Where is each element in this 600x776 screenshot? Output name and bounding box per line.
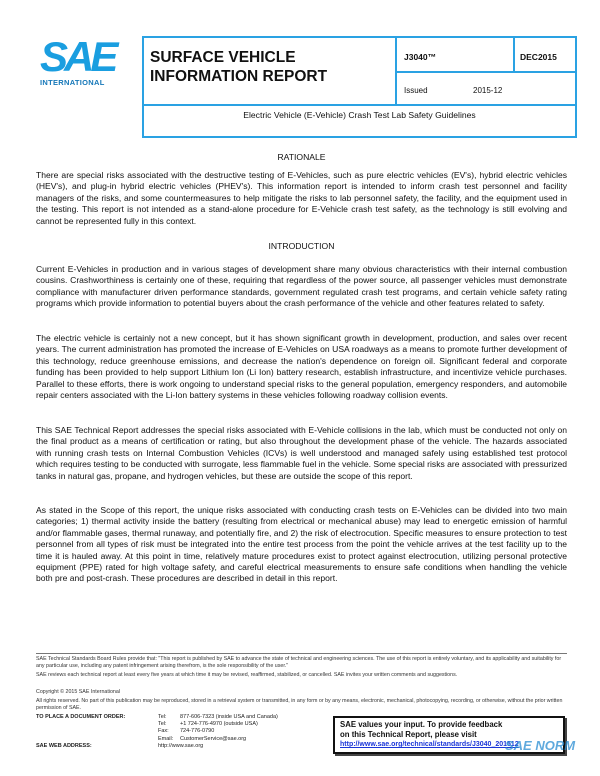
intro-paragraph: This SAE Technical Report addresses the special risks associated with E-Vehicle collisions in the lab, which must be conducted not only on the final product as a means of certification or rating, but also throughout the development phase of the vehicle. The hazards associated with running crash tests on Internal Combustion Vehicles (ICVs) is well understood and managed safely using established test protocol which requires testing to be conducted with surrogate, less flammable fuel in the vehicle. Some special risks are associated with pressurized tanks in natural gas, propane, and hydrogen vehicles, but these are outside the scope of this report. — [36, 425, 567, 481]
footer-divider — [36, 653, 567, 654]
document-subtitle: Electric Vehicle (E-Vehicle) Crash Test Lab Safety Guidelines — [243, 110, 476, 120]
title-line: SURFACE VEHICLE — [150, 49, 296, 66]
intro-paragraph: As stated in the Scope of this report, the unique risks associated with conducting crash tests on E-Vehicles can be divided into two main categories; 1) thermal activity inside the battery (resulting from electrical or mechanical abuse) may lead to energetic emission of harmful and/or flammable gases, thermal runaway, and potentially fire, and 2) the risk of electrocution. Specific measures to ensure protection to test personnel from all types of risk must be integrated into the entire test process from the point the vehicle arrives at the test facility up to the time it is hauled away. At this point in time, relatively mature procedures exist to protect against electrocution, utilizing personal protective equipment (PPE) rated for high voltage safety, and careful electrical measurements to ensure safe conditions when handling the vehicle both pre and post-crash. These procedures are described in detail in this report. — [36, 505, 567, 584]
contact-value: 877-606-7323 (inside USA and Canada) — [180, 714, 278, 720]
contact-row — [158, 714, 278, 721]
rationale-paragraph: There are special risks associated with the destructive testing of E-Vehicles, such as pure electric vehicles (EV's), hybrid electric vehicles (HEV's), and plug-in hybrid electric vehicles (PHEV's). This information report is intended to inform crash test personnel and facility managers of the risks, and some countermeasures to help mitigate the risks to lab personnel safety, the facility, and the equipment used in the testing. This report is not intended as a stand-alone procedure for E-Vehicle crash test safety, as the technology is still evolving and cannot be represented fully in this context. — [36, 170, 567, 226]
contact-row — [158, 721, 278, 728]
watermark: SAE NORM — [505, 738, 576, 753]
contact-list — [158, 714, 278, 750]
title-line: INFORMATION REPORT — [150, 68, 328, 85]
rationale-heading: RATIONALE — [277, 152, 326, 162]
logo-subtext: INTERNATIONAL — [40, 78, 105, 87]
logo-mark: SAE — [40, 33, 115, 80]
footer-copyright: Copyright © 2015 SAE International — [36, 689, 120, 695]
footer-review: SAE reviews each technical report at least every five years at which time it may be revised, reaffirmed, stabilized, or cancelled. SAE invites your written comments and suggestions. — [36, 672, 458, 678]
contact-key: Tel: — [158, 714, 167, 720]
feedback-link[interactable]: http://www.sae.org/technical/standards/J3040_201512 — [340, 741, 519, 748]
contact-key: Fax: — [158, 728, 169, 735]
web-address[interactable]: http://www.sae.org — [158, 742, 204, 749]
contact-row — [158, 736, 278, 743]
document-code: J3040™ — [404, 52, 437, 62]
introduction-heading: INTRODUCTION — [268, 241, 335, 251]
footer-rules: SAE Technical Standards Board Rules provide that: "This report is published by SAE to advance the state of technical and engineering sciences. The use of this report is entirely voluntary, and its applicability and suitability for any particular use, including any patent infringement arising therefrom, is the sole responsibility of the user." — [36, 656, 562, 669]
issued-value: 2015-12 — [473, 86, 503, 95]
date-code: DEC2015 — [520, 52, 557, 62]
issued-label: Issued — [404, 86, 428, 95]
intro-paragraph: The electric vehicle is certainly not a new concept, but it has shown significant growth in development, production, and sales over recent years. The current administration has promoted the increase of E-Vehicles on USA roadways as a means to promote further development of this technology, reduce greenhouse emissions, and decrease the nation's dependence on foreign oil. Significant federal and corporate funding has been provided to help support Lithium Ion (Li Ion) battery research, establish infrastructure, and incentivize vehicle purchases. Parallel to these efforts, there is work ongoing to understand special risks to the general population, emergency responders, and automobile repair centers associated with the Li-Ion battery systems in these vehicles following roadway collision events. — [36, 333, 567, 401]
footer-rights: All rights reserved. No part of this publication may be reproduced, stored in a retrieval system or transmitted, in any form or by any means, electronic, mechanical, photocopying, recording, or otherwise, without the prior written permission of SAE. — [36, 698, 563, 711]
order-label: TO PLACE A DOCUMENT ORDER: — [36, 714, 126, 720]
intro-paragraph: Current E-Vehicles in production and in various stages of development share many obvious characteristics with their internal combustion cousins. Crashworthiness is certainly one of these, requiring that regardless of the power source, all passenger vehicles must demonstrate compliance with manufacturer driven performance standards, government regulated crash test programs, and certain vehicle safety rating programs which provide information to potential buyers about the crash performance of the vehicle and other features related to safety. — [36, 264, 567, 309]
contact-row — [158, 728, 278, 735]
document-type-title — [150, 48, 327, 86]
feedback-text: on this Technical Report, please visit — [340, 729, 477, 739]
contact-key: Tel: — [158, 721, 167, 728]
contact-value: 724-776-0790 — [180, 728, 215, 735]
web-label: SAE WEB ADDRESS: — [36, 743, 92, 749]
feedback-text: SAE values your input. To provide feedback — [340, 720, 503, 729]
contact-value[interactable]: CustomerService@sae.org — [180, 735, 247, 742]
sae-logo — [40, 33, 122, 96]
contact-value: +1 724-776-4970 (outside USA) — [180, 721, 258, 728]
contact-key: Email: — [158, 735, 174, 742]
